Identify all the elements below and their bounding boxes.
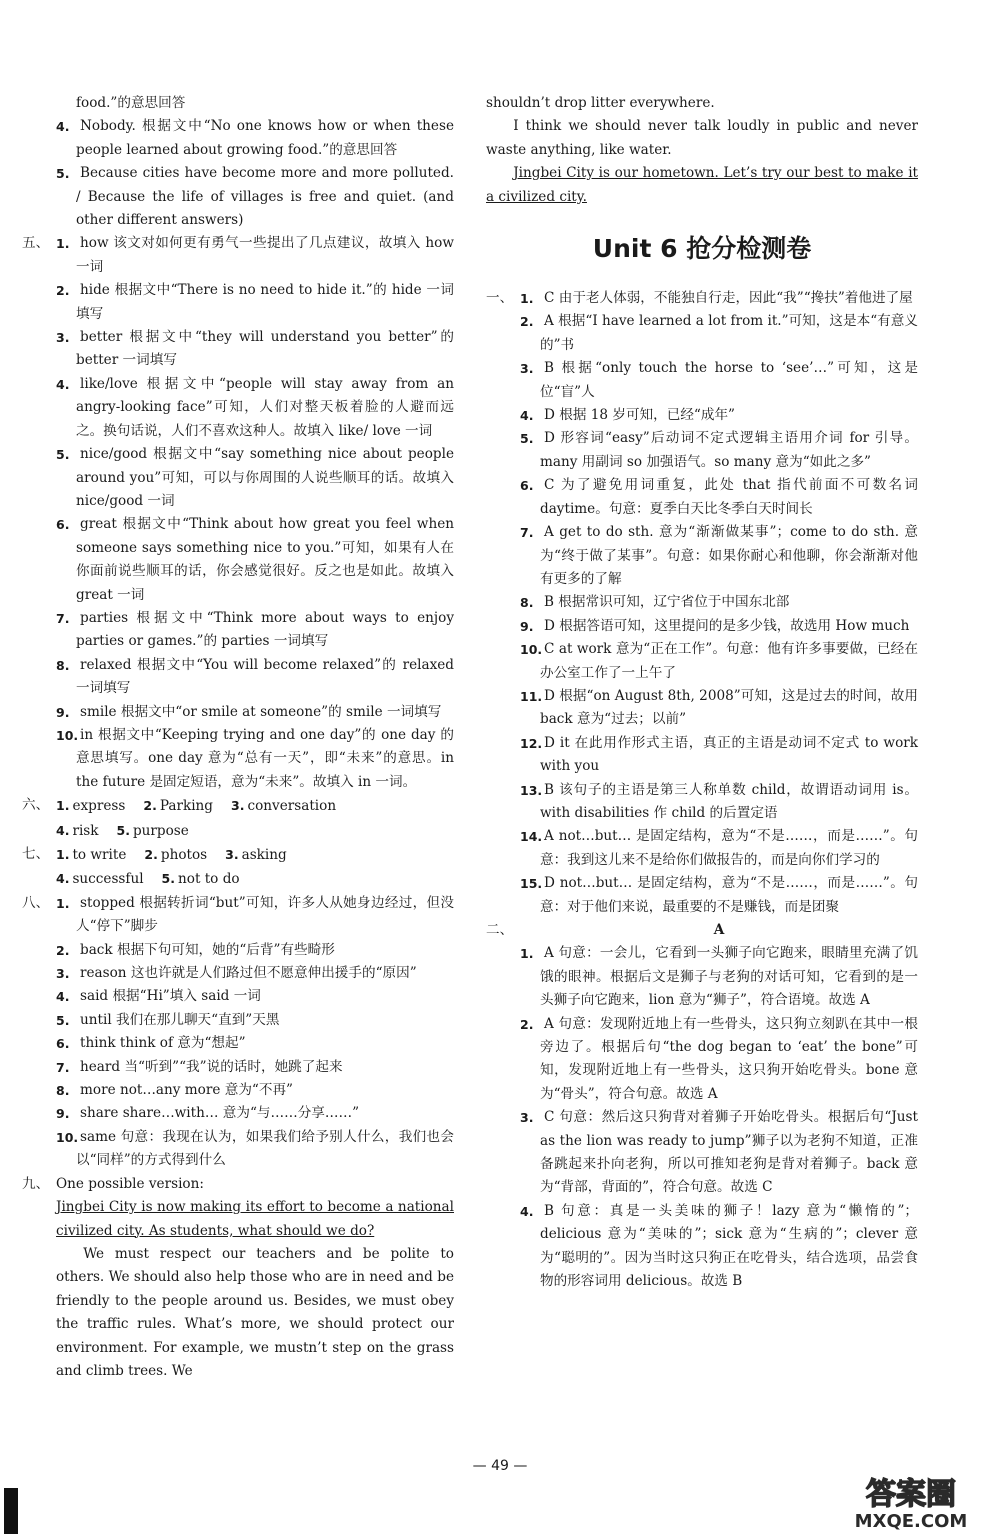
item-text: Because cities have become more and more polluted. / Because the life of villages is free and quiet. (and other different answers)	[76, 165, 454, 229]
item-text: stopped 根据转折词“but”可知，许多人从她身边经过，但没人“停下”脚步	[76, 894, 454, 935]
item-number: 5.	[161, 871, 175, 887]
answer-row	[56, 867, 454, 891]
item-text: D 根据 18 岁可知，已经“成年”	[544, 407, 735, 424]
answer-item	[56, 939, 454, 962]
section-1	[486, 287, 918, 919]
watermark-logo	[836, 1470, 986, 1532]
binding-edge	[4, 1488, 18, 1534]
answer-pair	[162, 867, 240, 891]
item-text: C 句意：然后这只狗背对着狮子开始吃骨头。根据后句“Just as the lion was ready to jump”狮子以为老狗不知道，正准备跳起来扑向老狗，所以可推知老狗是背对着狮子。back 意为“背部，背面的”，符合句意。故选 C	[540, 1109, 918, 1196]
answer-item	[56, 1079, 454, 1102]
item-number: 2.	[520, 314, 534, 330]
watermark-title: 答案圈	[866, 1477, 956, 1512]
essay-title: Jingbei City is now making its effort to become a national civilized city. As students, what should we do?	[56, 1199, 454, 1239]
section-label: 六、	[22, 797, 50, 814]
item-text: think think of 意为“想起”	[80, 1035, 246, 1052]
item-text: to write	[72, 847, 127, 863]
answer-item	[56, 513, 454, 607]
section-8-items	[56, 892, 454, 1173]
continued-line: food.”的意思回答	[76, 95, 186, 111]
item-text: A get to do sth. 意为“渐渐做某事”；come to do sth. 意为“终于做了某事”。句意：如果你耐心和他聊，你会渐渐对他有更多的了解	[540, 524, 918, 587]
answer-pair	[56, 843, 126, 867]
answer-item	[520, 474, 918, 521]
item-text: risk	[72, 822, 99, 839]
item-text: B 句意：真是一头美味的狮子！lazy 意为“懒惰的”；delicious 意为“美味的”；sick 意为“生病的”；clever 意为“聪明的”。因为当时这只狗正在吃骨头，结合选项，品尝食物的形容词用 delicious。故选 B	[540, 1202, 918, 1290]
section-label: 五、	[22, 235, 50, 252]
answer-item	[56, 443, 454, 513]
item-number: 3.	[231, 798, 245, 814]
item-text: until 我们在那儿聊天“直到”天黑	[80, 1011, 280, 1028]
item-number: 1.	[520, 946, 534, 962]
answer-item	[56, 607, 454, 654]
item-number: 9.	[56, 1106, 70, 1122]
item-number: 2.	[144, 847, 158, 862]
answer-item	[520, 427, 918, 474]
item-text: hide 根据文中“There is no need to hide it.”的 hide 一词填写	[76, 282, 454, 322]
item-number: 5.	[56, 1012, 70, 1028]
answer-item	[520, 591, 918, 614]
item-text: express	[72, 798, 126, 815]
item-text: D 形容词“easy”后动词不定式逻辑主语用介词 for 引导。many 用副词 so 加强语气。so many 意为“如此之多”	[540, 430, 918, 470]
item-text: reason 这也许就是人们路过但不愿意伸出援手的“原因”	[80, 965, 417, 982]
item-number: 8.	[520, 595, 534, 611]
section-5-items	[56, 232, 454, 794]
item-text: more not…any more 意为“不再”	[80, 1082, 294, 1099]
item-number: 15.	[520, 876, 543, 892]
essay-title-block	[22, 1196, 454, 1243]
answer-item	[520, 779, 918, 826]
answer-pair	[56, 867, 144, 891]
item-number: 3.	[520, 361, 534, 377]
section-2-items	[520, 942, 918, 1293]
item-number: 1.	[56, 798, 70, 814]
item-number: 2.	[520, 1016, 534, 1032]
section-label: 一、	[486, 290, 514, 307]
item-number: 11.	[520, 688, 543, 704]
item-number: 5.	[520, 431, 534, 447]
item-text: same 句意：我现在认为，如果我们给予别人什么，我们也会以“同样”的方式得到什么	[76, 1128, 454, 1169]
answer-item	[520, 732, 918, 779]
essay-closing	[486, 162, 918, 209]
item-text: like/love 根据文中“people will stay away from an angry-looking face”可知，人们对整天板着脸的人避而远之。换句话说，人们不喜欢这种人。故填入 like/ love 一词	[76, 375, 454, 439]
item-number: 1.	[56, 895, 70, 911]
section-5	[22, 232, 454, 794]
item-text: nice/good 根据文中“say something nice about people around you”可知，可以与你周围的人说些顺耳的话。故填入 nice/good 一词	[76, 446, 454, 509]
answer-item	[520, 638, 918, 685]
item-number: 4.	[520, 1203, 534, 1219]
answer-item	[56, 892, 454, 939]
answer-pair	[143, 794, 213, 818]
answer-item	[520, 1013, 918, 1107]
answer-item	[56, 1102, 454, 1125]
item-number: 4.	[56, 822, 70, 838]
item-number: 9.	[520, 618, 534, 634]
item-number: 13.	[520, 782, 543, 798]
answer-item	[56, 1032, 454, 1055]
section-8	[22, 892, 454, 1173]
essay-body: We must respect our teachers and be polite to others. We should also help those who are in need and be friendly to the people around us. Besides, we must obey the traffic rules. What’s more, we should protect our environment. For example, we mustn’t step on the grass and climb trees. We	[56, 1245, 454, 1379]
answer-item	[56, 985, 454, 1008]
item-text: said 根据“Hi”填入 said 一词	[80, 988, 261, 1005]
item-text: A 句意：一会儿，它看到一头狮子向它跑来，眼睛里充满了饥饿的眼神。根据后文是狮子与老狗的对话可知，它看到的是一头狮子向它跑来，lion 意为“狮子”，符合语境。故选 A	[540, 945, 918, 1009]
section-6	[22, 794, 454, 843]
answer-pair	[144, 843, 207, 867]
item-number: 3.	[225, 847, 239, 862]
answer-item	[56, 654, 454, 701]
answer-item	[56, 279, 454, 326]
item-text: B 该句子的主语是第三人称单数 child，故谓语动词用 is。with disabilities 作 child 的后置定语	[540, 781, 918, 821]
item-text: C at work 意为“正在工作”。句意：他有许多事要做，已经在办公室工作了一上午了	[540, 641, 918, 681]
section-7	[22, 843, 454, 892]
item-text: C 由于老人体弱，不能独自行走，因此“我”“搀扶”着他进了屋	[544, 290, 913, 307]
item-number: 14.	[520, 829, 543, 845]
item-text: B 根据常识可知，辽宁省位于中国东北部	[544, 594, 790, 611]
item-number: 6.	[56, 517, 70, 533]
item-text: Nobody. 根据文中“No one knows how or when these people learned about growing food.”的意思回答	[76, 118, 454, 158]
answer-item	[56, 1126, 454, 1173]
item-number: 2.	[143, 798, 157, 814]
answer-pair	[56, 794, 125, 818]
item-text: asking	[241, 847, 287, 863]
item-text: D not…but… 是固定结构，意为“不是……，而是……”。句意：对于他们来说，最重要的不是赚钱，而是团聚	[540, 875, 918, 915]
answer-pair	[225, 843, 287, 867]
item-number: 1.	[520, 291, 534, 307]
item-number: 1.	[56, 236, 70, 252]
item-number: 10.	[520, 642, 543, 658]
item-number: 3.	[56, 330, 70, 346]
item-text: A 根据“I have learned a lot from it.”可知，这是本“有意义的”书	[540, 313, 918, 353]
item-number: 12.	[520, 735, 543, 751]
item-number: 5.	[56, 166, 70, 182]
item-text: Parking	[159, 798, 214, 815]
item-text: how 该文对如何更有勇气一些提出了几点建议，故填入 how 一词	[76, 235, 454, 275]
item-number: 8.	[56, 657, 70, 673]
item-text: successful	[72, 871, 144, 888]
item-number: 3.	[520, 1110, 534, 1126]
item-text: smile 根据文中“or smile at someone”的 smile 一词填写	[80, 703, 442, 720]
answer-item	[520, 615, 918, 638]
answer-item	[520, 521, 918, 591]
item-number: 7.	[520, 525, 534, 541]
item-text: purpose	[132, 822, 189, 839]
answer-item	[520, 942, 918, 1012]
section-4-tail	[22, 115, 454, 232]
answer-pair	[117, 819, 189, 843]
item-number: 4.	[56, 871, 70, 887]
answer-item	[520, 685, 918, 732]
item-number: 8.	[56, 1083, 70, 1099]
right-column	[486, 92, 918, 1294]
answer-item	[56, 162, 454, 232]
item-number: 1.	[56, 847, 70, 862]
section-label: 八、	[22, 894, 50, 911]
answer-item	[56, 724, 454, 794]
answer-row	[56, 794, 454, 818]
item-text: photos	[160, 847, 208, 863]
item-number: 4.	[56, 989, 70, 1005]
section-1-items	[520, 287, 918, 919]
watermark-url: MXQE.COM	[854, 1511, 968, 1532]
item-text: relaxed 根据文中“You will become relaxed”的 relaxed 一词填写	[76, 656, 454, 697]
item-text: share share…with… 意为“与……分享……”	[80, 1105, 360, 1122]
item-number: 10.	[56, 1129, 79, 1145]
passage-label: A	[713, 922, 725, 938]
item-number: 4.	[520, 408, 534, 424]
item-number: 7.	[56, 1059, 70, 1075]
item-number: 6.	[56, 1036, 70, 1052]
item-number: 5.	[56, 447, 70, 463]
item-text: D 根据“on August 8th, 2008”可知，这是过去的时间，故用 back 意为“过去；以前”	[540, 687, 918, 728]
item-text: D 根据答语可知，这里提问的是多少钱，故选用 How much	[544, 617, 910, 634]
item-text: B 根据“only touch the horse to ‘see’…”可知，这是位“盲”人	[540, 360, 918, 400]
unit-title: Unit 6 抢分检测卷	[592, 234, 812, 264]
page-number: — 49 —	[472, 1458, 528, 1474]
item-text: conversation	[247, 798, 337, 815]
item-number: 4.	[56, 119, 70, 135]
answer-item	[56, 1009, 454, 1032]
item-text: great 根据文中“Think about how great you feel when someone says something nice to you.”可知，如果有人在你面前说些顺耳的话，你会感觉很好。反之也是如此。故填入 great 一词	[76, 516, 454, 603]
item-text: A 句意：发现附近地上有一些骨头，这只狗立刻趴在其中一根旁边了。根据后句“the dog began to ‘eat’ the bone”可知，发现附近地上有一些骨头，这只狗开始吃骨头。bone 意为“骨头”，符合句意。故选 A	[540, 1015, 918, 1102]
item-number: 3.	[56, 966, 70, 982]
item-number: 4.	[56, 376, 70, 392]
answer-item	[56, 115, 454, 162]
item-number: 5.	[116, 822, 130, 838]
essay-continued: shouldn’t drop litter everywhere.	[486, 95, 715, 111]
item-text: not to do	[178, 871, 240, 888]
item-text: A not…but… 是固定结构，意为“不是……，而是……”。句意：我到这儿来不是给你们做报告的，而是向你们学习的	[540, 828, 918, 868]
answer-item	[520, 287, 918, 310]
answer-item	[56, 1056, 454, 1079]
essay-closing-text: Jingbei City is our hometown. Let’s try our best to make it a civilized city.	[486, 165, 918, 205]
item-text: better 根据文中“they will understand you better”的 better 一词填写	[76, 329, 454, 369]
section-label: 七、	[22, 846, 50, 862]
answer-item	[56, 962, 454, 985]
essay-paragraph: I think we should never talk loudly in public and never waste anything, like water.	[486, 118, 918, 158]
item-text: C 为了避免用词重复，此处 that 指代前面不可数名词 daytime。句意：夏季白天比冬季白天时间长	[540, 477, 918, 517]
answer-item	[56, 373, 454, 443]
item-text: in 根据文中“Keeping trying and one day”的 one day 的意思填写。one day 意为“总有一天”，即“未来”的意思。in the future 是固定短语，意为“未来”。故填入 in 一词。	[76, 726, 454, 790]
answer-pair	[56, 819, 99, 843]
item-number: 7.	[56, 610, 70, 626]
section-label: 二、	[486, 922, 514, 938]
answer-item	[520, 1106, 918, 1200]
answer-item	[520, 825, 918, 872]
section-9	[22, 1173, 454, 1196]
section-2	[486, 919, 918, 1294]
item-text: heard 当“听到”“我”说的话时，她跳了起来	[80, 1058, 343, 1075]
answer-item	[520, 310, 918, 357]
answer-pair	[231, 794, 336, 818]
item-text: parties 根据文中“Think more about ways to enjoy parties or games.”的 parties 一词填写	[76, 609, 454, 650]
left-column	[22, 92, 454, 1383]
answer-item	[520, 1200, 918, 1294]
item-text: D it 在此用作形式主语，真正的主语是动词不定式 to work with you	[540, 734, 918, 775]
item-number: 6.	[520, 478, 534, 494]
item-number: 2.	[56, 283, 70, 299]
answer-item	[520, 357, 918, 404]
section-label: 九、	[22, 1175, 50, 1192]
answer-item	[520, 404, 918, 427]
item-text: back 根据下句可知，她的“后背”有些畸形	[80, 941, 335, 958]
essay-intro: One possible version:	[56, 1175, 204, 1192]
item-number: 2.	[56, 942, 70, 958]
answer-item	[56, 701, 454, 724]
answer-item	[56, 232, 454, 279]
item-number: 10.	[56, 727, 79, 743]
answer-item	[56, 326, 454, 373]
item-number: 9.	[56, 704, 70, 720]
answer-row	[56, 819, 454, 843]
answer-row	[56, 843, 454, 867]
answer-item	[520, 872, 918, 919]
